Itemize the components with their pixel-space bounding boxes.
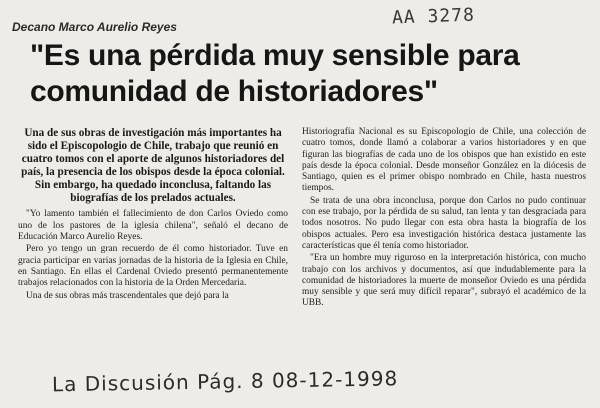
body-paragraph: Historiografía Nacional es su Episcopologio de Chile, una colección de cuatro tomos, donde llamó a colaborar a varios historiadores y en que figuran las biografías de cada uno de los obispos que han existido en este país desde la época colonial. Desde monseñor González en la diócesis de Santiago, quien es el primer obispo nombrado en Chile, hasta nuestros tiempos.: [302, 127, 586, 194]
right-column: [302, 127, 586, 311]
handwritten-archive-code: AA 3278: [391, 4, 476, 29]
body-paragraph: Se trata de una obra inconclusa, porque don Carlos no pudo continuar con ese trabajo, por la pérdida de su salud, tan lenta y tan desgraciada para todos nosotros. No pudo llegar con esta obra hasta la biografía de los obispos actuales. Pero esa investigación histórica destaca justamente las características que él tenía como historiador.: [302, 195, 586, 251]
kicker: Decano Marco Aurelio Reyes: [12, 20, 177, 34]
handwritten-source-note: La Discusión Pág. 8 08-12-1998: [51, 366, 399, 397]
body-paragraph: "Era un hombre muy riguroso en la interpretación histórica, con mucho trabajo con los archivos y documentos, así que indudablemente para la comunidad de historiadores la muerte de monseñor Oviedo es una pérdida muy sensible y que será muy difícil reparar", subrayó el académico de la UBB.: [302, 253, 586, 309]
body-paragraph: Pero yo tengo un gran recuerdo de él como historiador. Tuve en gracia participar en varias jornadas de la historia de la Iglesia en Chile, en Santiago. En ellas el Cardenal Oviedo presentó permanentemente trabajos relacionados con la historia de la Orden Mercedaria.: [18, 244, 288, 289]
body-paragraph: Una de sus obras más trascendentales que dejó para la: [26, 290, 229, 301]
headline: "Es una pérdida muy sensible para comunidad de historiadores": [30, 39, 520, 108]
body-paragraph: "Yo lamento también el fallecimiento de don Carlos Oviedo como uno de los pastores de la iglesia chilena", señaló el decano de Educación Marco Aurelio Reyes.: [18, 209, 288, 243]
lead-paragraph: Una de sus obras de investigación más importantes ha sido el Episcopologio de Chile, trabajo que reunió en cuatro tomos con el aporte de algunos historiadores del país, la presencia de los obispos desde la época colonial. Sin embargo, ha quedado inconclusa, faltando las biografías de los prelados actuales.: [21, 127, 285, 204]
left-column: [18, 127, 288, 303]
